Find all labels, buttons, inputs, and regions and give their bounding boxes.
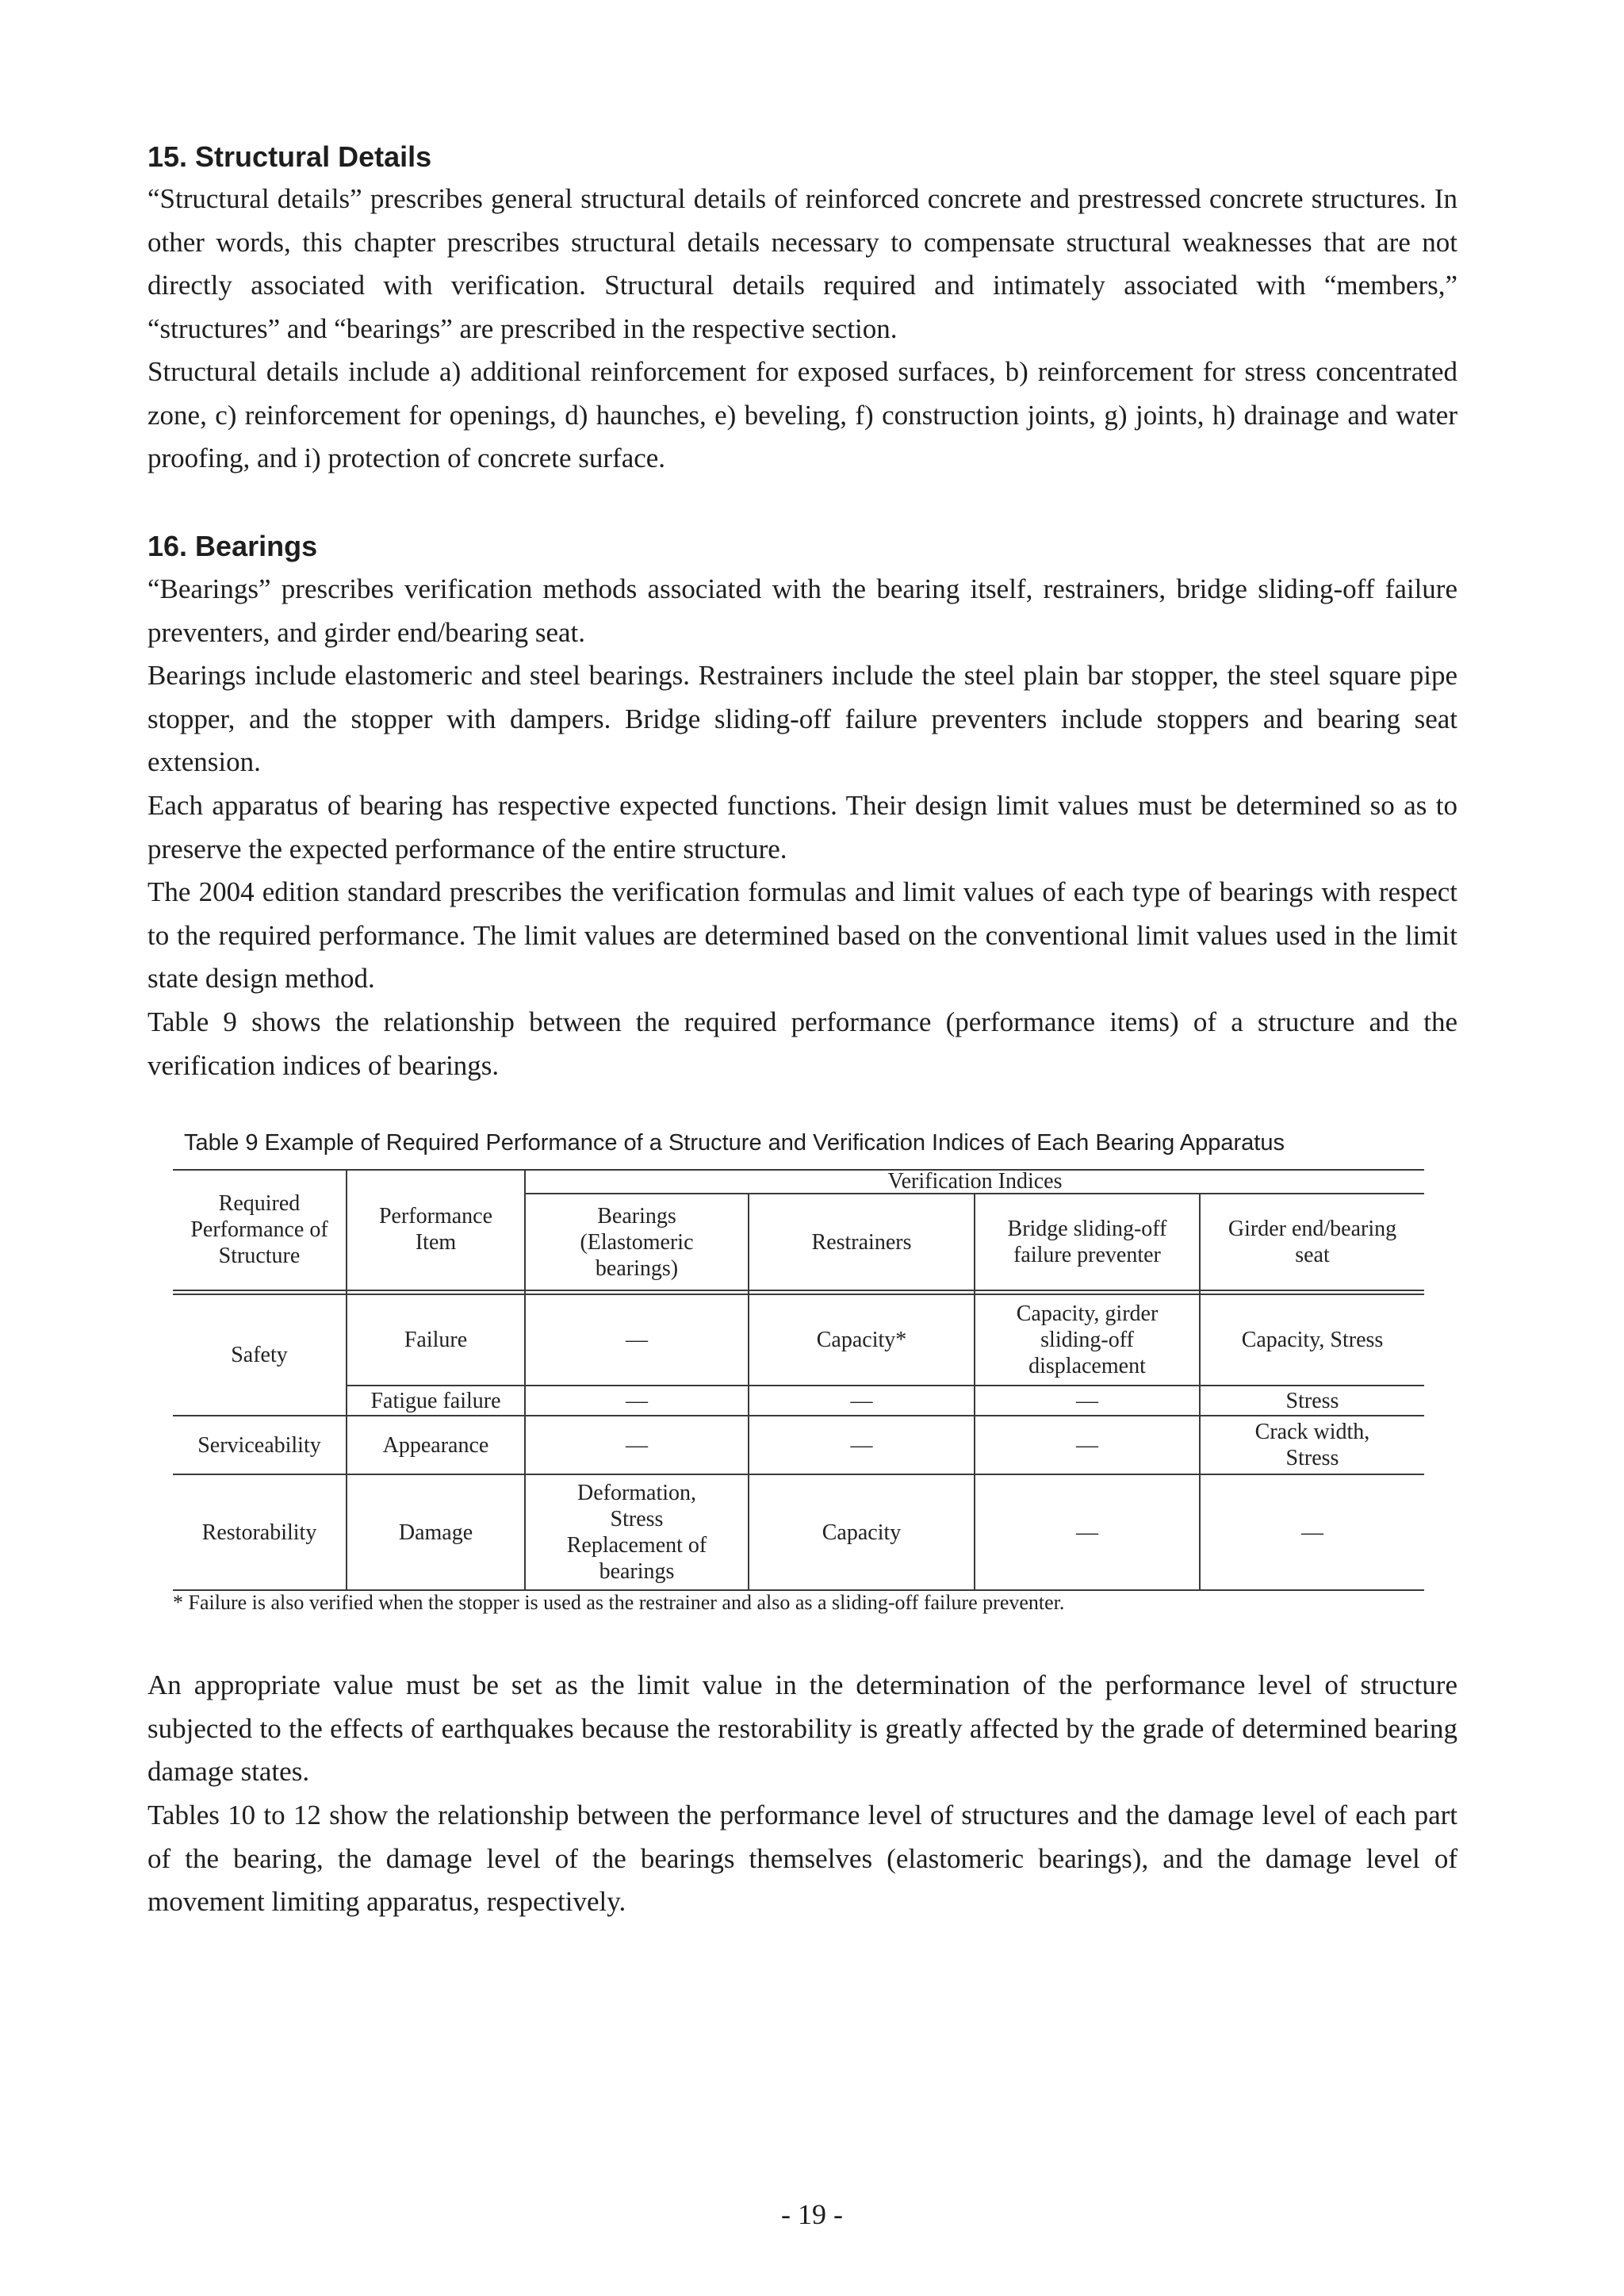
header-restrainers: Restrainers <box>811 1229 912 1255</box>
section-16-paragraph-3: Each apparatus of bearing has respective expected functions. Their design limit values must be determined so as to preserve the expected performance of the entire structure. <box>147 790 1457 864</box>
cell-damage-bearings-text: Deformation, Stress Replacement of bearings <box>566 1481 707 1584</box>
cell-damage: Damage <box>398 1520 473 1545</box>
header-girder-end-text: Girder end/bearing seat <box>1228 1217 1397 1267</box>
cell-restorability: Restorability <box>201 1520 317 1545</box>
section-15-heading: 15. Structural Details <box>147 140 432 173</box>
cell-damage-sliding: — <box>1076 1520 1098 1545</box>
cell-appearance-girder <box>1201 1416 1424 1474</box>
header-girder-end <box>1201 1194 1424 1290</box>
section-15-paragraph-1: “Structural details” prescribes general structural details of reinforced concrete and prestressed concrete structures. In other words, this chapter prescribes structural details necessary to compensate structural weaknesses that are not directly associated with verification. Structural details required and intimately associated with “members,” “structures” and “bearings” are prescribed in the respective section. <box>147 183 1457 344</box>
section-15-paragraph-2: Structural details include a) additional reinforcement for exposed surfaces, b) reinforcement for stress concentrated zone, c) reinforcement for openings, d) haunches, e) beveling, f) construction joints, g) joints, h) drainage and water proofing, and i) protection of concrete surface. <box>147 356 1457 473</box>
header-bearings-text: Bearings (Elastomeric bearings) <box>580 1203 694 1281</box>
section-16-paragraph-1: “Bearings” prescribes verification methods associated with the bearing itself, restrainers, bridge sliding-off failure preventers, and girder end/bearing seat. <box>147 573 1457 648</box>
table-9 <box>173 1169 1424 1594</box>
cell-appearance-sliding: — <box>1076 1432 1098 1458</box>
cell-failure-girder: Capacity, Stress <box>1241 1328 1384 1352</box>
cell-failure: Failure <box>404 1328 468 1352</box>
header-sliding-off-preventer <box>975 1194 1199 1290</box>
header-performance-item <box>347 1169 524 1290</box>
cell-failure-bearings: — <box>626 1328 648 1352</box>
cell-failure-restrainers: Capacity* <box>816 1328 907 1352</box>
section-16-paragraph-4: The 2004 edition standard prescribes the verification formulas and limit values of each type of bearings with respect to the required performance. The limit values are determined based on the conventional limit values used in the limit state design method. <box>147 876 1457 994</box>
table-9-footnote: * Failure is also verified when the stopper is used as the restrainer and also as a sliding-off failure preventer. <box>173 1591 1065 1614</box>
cell-damage-bearings <box>526 1475 748 1589</box>
table-header-rule-1 <box>173 1290 1424 1291</box>
header-required-performance <box>173 1169 346 1290</box>
header-performance-item-text: Performance Item <box>378 1204 493 1255</box>
cell-failure-sliding <box>975 1295 1199 1385</box>
cell-damage-restrainers: Capacity <box>822 1520 902 1545</box>
cell-damage-girder: — <box>1301 1520 1323 1545</box>
section-16-paragraph-2: Bearings include elastomeric and steel bearings. Restrainers include the steel plain bar stopper, the steel square pipe stopper, and the stopper with dampers. Bridge sliding-off failure preventers include stoppers and bearing seat extension. <box>147 660 1457 777</box>
table-9-caption: Table 9 Example of Required Performance of a Structure and Verification Indices of Each Bearing Apparatus <box>184 1130 1285 1156</box>
section-16-heading: 16. Bearings <box>147 530 318 562</box>
header-sliding-off-preventer-text: Bridge sliding-off failure preventer <box>1007 1217 1167 1267</box>
header-verification-indices: Verification Indices <box>887 1168 1063 1194</box>
cell-safety: Safety <box>231 1343 288 1367</box>
cell-serviceability: Serviceability <box>197 1432 321 1458</box>
cell-appearance-restrainers: — <box>850 1432 873 1458</box>
after-table-paragraph-2: Tables 10 to 12 show the relationship between the performance level of structures and the damage level of each part of the bearing, the damage level of the bearings themselves (elastomeric bearings), and the damage level of movement limiting apparatus, respectively. <box>147 1800 1457 1917</box>
cell-fatigue-failure: Fatigue failure <box>370 1388 501 1413</box>
cell-appearance-bearings: — <box>626 1432 648 1458</box>
cell-fatigue-bearings: — <box>626 1388 648 1413</box>
cell-failure-sliding-text: Capacity, girder sliding-off displacement <box>1016 1301 1159 1378</box>
section-16-paragraph-5: Table 9 shows the relationship between the required performance (performance items) of a structure and the verification indices of bearings. <box>147 1006 1457 1081</box>
page-number: - 19 - <box>781 2198 843 2230</box>
header-required-performance-text: Required Performance of Structure <box>190 1190 328 1268</box>
header-bearings <box>526 1194 748 1290</box>
cell-fatigue-restrainers: — <box>850 1388 873 1413</box>
cell-appearance: Appearance <box>382 1432 489 1458</box>
cell-fatigue-sliding: — <box>1076 1388 1098 1413</box>
cell-fatigue-girder: Stress <box>1285 1388 1339 1413</box>
cell-appearance-girder-text: Crack width, Stress <box>1254 1420 1370 1470</box>
after-table-paragraph-1: An appropriate value must be set as the limit value in the determination of the performance level of structure subjected to the effects of earthquakes because the restorability is greatly affected by the grade of determined bearing damage states. <box>147 1669 1457 1787</box>
